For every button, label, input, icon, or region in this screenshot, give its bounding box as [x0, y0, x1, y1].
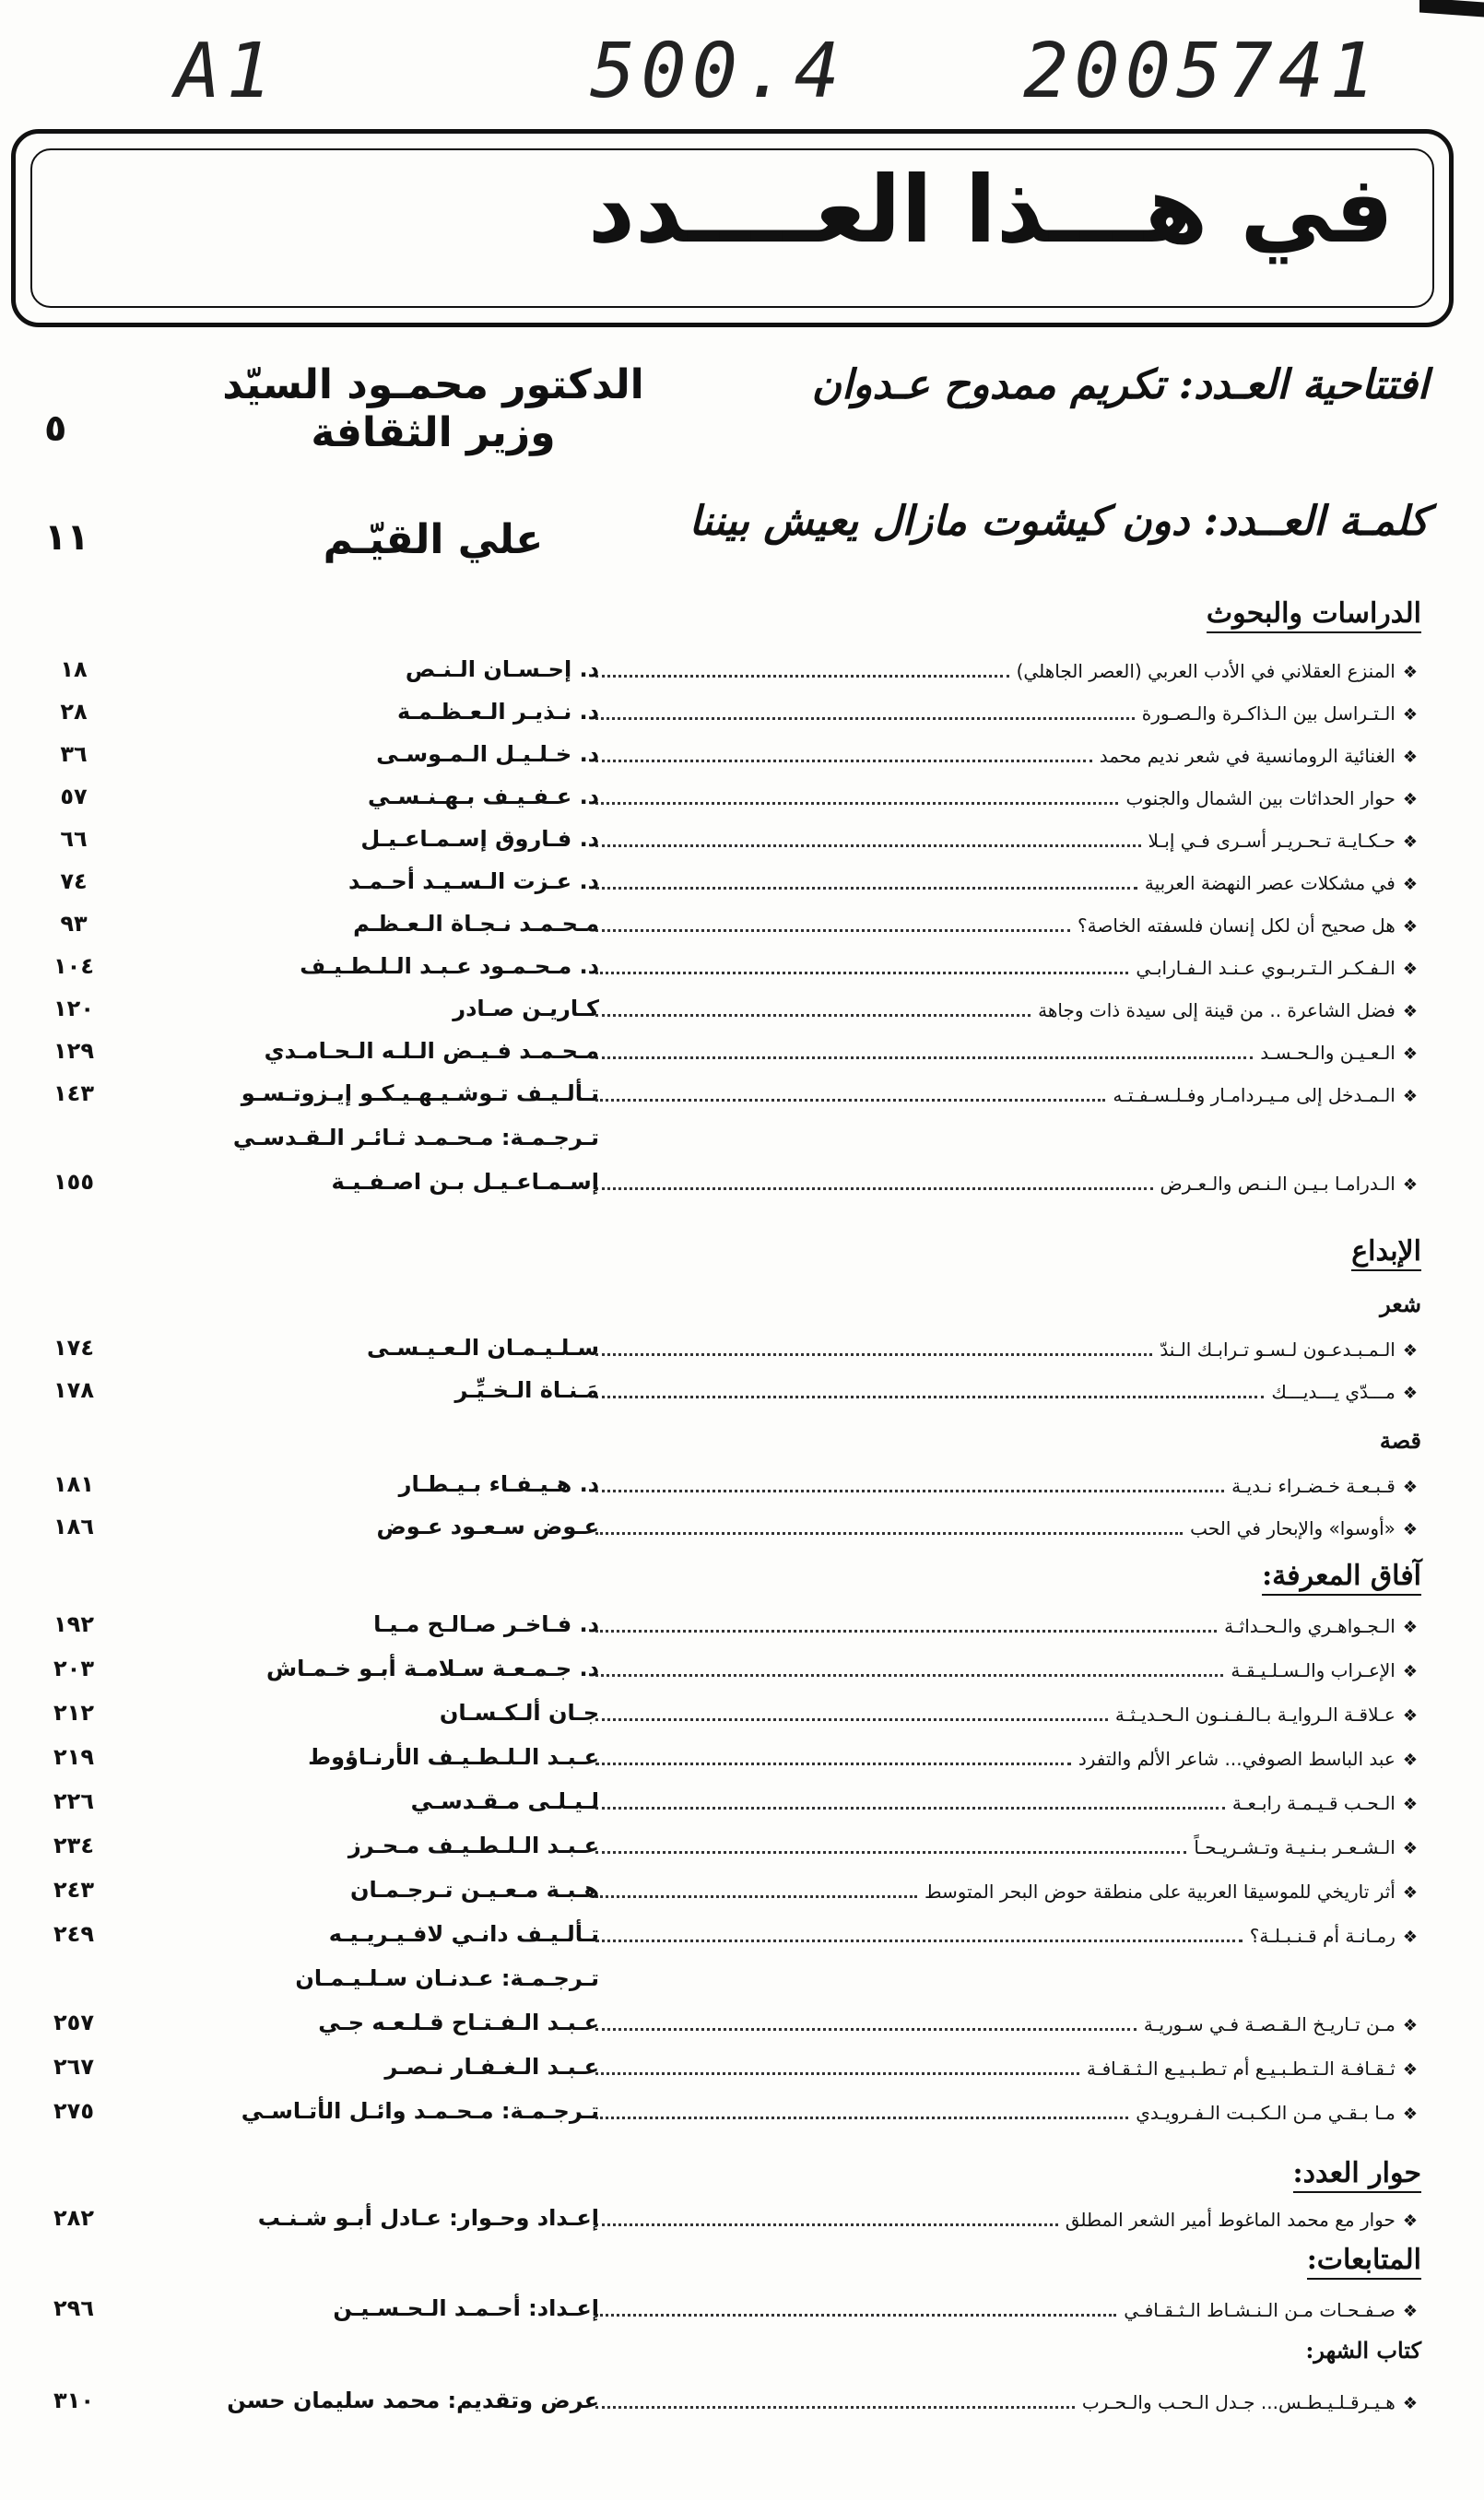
- toc-row: [0, 1374, 1484, 1416]
- section-heading-story: قصة: [1379, 1427, 1421, 1454]
- leader-dots: [595, 874, 1137, 890]
- leader-dots: [595, 662, 1009, 678]
- toc-author-translator: تـرجـمـة: عـدنـان سـلـيـمـان: [295, 1965, 599, 1991]
- toc-title: هل صحيح أن لكل إنسان فلسفته الخاصة؟: [1078, 914, 1396, 937]
- leader-dots: [595, 1086, 1105, 1102]
- toc-title-line: [588, 1475, 1418, 1497]
- toc-title-line: [588, 1338, 1418, 1361]
- toc-page: ٢٨: [60, 699, 88, 725]
- toc-page: ٩٣: [60, 911, 88, 937]
- diamond-bullet-icon: ❖: [1402, 1384, 1418, 1403]
- diamond-bullet-icon: ❖: [1402, 1044, 1418, 1064]
- toc-row: [0, 780, 1484, 822]
- toc-row: [0, 1468, 1484, 1510]
- toc-title-line: [588, 1792, 1418, 1814]
- toc-title-line: [588, 660, 1418, 682]
- handwritten-middle: 500.4: [590, 28, 845, 115]
- leader-dots: [595, 2015, 1137, 2031]
- toc-author: هـبـة مـعـيـن تـرجـمـان: [350, 1877, 599, 1903]
- toc-author: د. فـاخـر صـالـح مـيـا: [373, 1611, 599, 1637]
- leader-dots: [595, 1174, 1153, 1190]
- toc-author: عـبـد الـلـطـيـف الأرنـاؤوط: [308, 1744, 599, 1770]
- toc-author: د. نـذيـر الـعـظـمـة: [397, 699, 599, 725]
- handwritten-left: A1: [175, 28, 277, 115]
- diamond-bullet-icon: ❖: [1402, 2105, 1418, 2124]
- diamond-bullet-icon: ❖: [1402, 1706, 1418, 1726]
- toc-author: د. عـفـيـف بـهـنـسـي: [368, 784, 599, 809]
- toc-author: جـان ألـكـسـان: [439, 1700, 599, 1726]
- toc-page: ٢٣٤: [53, 1833, 94, 1858]
- handwritten-right: 2005741: [1023, 28, 1381, 115]
- toc-title: عـلاقـة الـروايـة بـالـفـنـون الـحـديـثـة: [1114, 1704, 1396, 1726]
- toc-page: ١٥٥: [53, 1169, 94, 1195]
- leader-dots: [595, 916, 1070, 932]
- handwritten-note: [0, 18, 1484, 120]
- toc-title-line: [588, 2102, 1418, 2124]
- leader-dots: [595, 1477, 1224, 1492]
- toc-title-line: [588, 1084, 1418, 1106]
- leader-dots: [595, 1001, 1031, 1017]
- toc-author: مـحـمـد فـيـض الـلـه الـحـامـدي: [264, 1038, 599, 1064]
- toc-title: الـفـكـر الـتـربـوي عـنـد الـفـارابـي: [1136, 957, 1396, 979]
- feature-author-line: الدكتور محمـود السيّد: [222, 361, 644, 408]
- toc-row: [0, 2006, 1484, 2048]
- toc-row: [0, 1740, 1484, 1783]
- toc-author: عرض وتقديم: محمد سليمان حسن: [227, 2388, 599, 2413]
- toc-title-line: [588, 2013, 1418, 2035]
- toc-row: [0, 695, 1484, 737]
- toc-page: ٢٤٣: [53, 1877, 94, 1903]
- toc-page: ٣٦: [60, 741, 88, 767]
- toc-title: المنزع العقلاني في الأدب العربي (العصر الجاهلي): [1016, 660, 1396, 682]
- toc-author: عـوض سـعـود عـوض: [376, 1514, 599, 1539]
- toc-title-line: [588, 1748, 1418, 1770]
- toc-row: [0, 2384, 1484, 2426]
- toc-page: ٣١٠: [53, 2388, 94, 2413]
- leader-dots: [595, 1661, 1223, 1677]
- toc-row: [0, 2292, 1484, 2334]
- leader-dots: [595, 2211, 1058, 2226]
- toc-page: ٦٦: [60, 826, 88, 852]
- leader-dots: [595, 831, 1141, 847]
- toc-row: [0, 2201, 1484, 2244]
- toc-title-line: [588, 745, 1418, 767]
- toc-page: ٢٠٣: [53, 1656, 94, 1681]
- toc-title: الغنائية الرومانسية في شعر نديم محمد: [1099, 745, 1396, 767]
- toc-author: د. إحـسـان الـنـص: [405, 656, 599, 682]
- toc-author: تـرجـمـة: مـحـمـد وائـل الأتـاسـي: [241, 2098, 599, 2124]
- toc-title: الـعـيـن والـحـسـد: [1260, 1042, 1396, 1064]
- diamond-bullet-icon: ❖: [1402, 1341, 1418, 1361]
- diamond-bullet-icon: ❖: [1402, 2060, 1418, 2080]
- leader-dots: [595, 1617, 1217, 1633]
- toc-title-line: [588, 1836, 1418, 1858]
- toc-title: حوار الحداثات بين الشمال والجنوب: [1125, 787, 1396, 809]
- toc-row: [0, 949, 1484, 992]
- toc-page: ١٧٨: [53, 1377, 94, 1403]
- toc-title: قـبـعـة خـضـراء نـديـة: [1231, 1475, 1396, 1497]
- diamond-bullet-icon: ❖: [1402, 2302, 1418, 2321]
- diamond-bullet-icon: ❖: [1402, 2394, 1418, 2413]
- toc-title: الإعـراب والـسـلـيـقـة: [1231, 1659, 1396, 1681]
- leader-dots: [595, 959, 1128, 974]
- toc-row: [0, 1165, 1484, 1208]
- toc-row: [0, 653, 1484, 695]
- toc-title: مـا بـقـي مـن الـكـبـت الـفـرويـدي: [1136, 2102, 1396, 2124]
- toc-title: هـيـرقـلـيـطـس... جـدل الـحـب والـحـرب: [1081, 2391, 1396, 2413]
- leader-dots: [595, 1927, 1243, 1942]
- toc-title: الـشـعـر بـنـيـة وتـشـريـحـاً: [1194, 1836, 1396, 1858]
- diamond-bullet-icon: ❖: [1402, 960, 1418, 979]
- toc-title: صـفـحـات مـن الـنـشـاط الـثـقـافـي: [1124, 2299, 1396, 2321]
- leader-dots: [595, 2104, 1128, 2119]
- toc-title: الـحـب قـيـمـة رابـعـة: [1231, 1792, 1396, 1814]
- toc-page: ١٢٩: [53, 1038, 94, 1064]
- toc-page: ١٨: [60, 656, 88, 682]
- toc-author-translator: تـرجـمـة: مـحـمـد ثـائـر الـقـدسـي: [232, 1125, 599, 1150]
- toc-page: ٢٨٢: [53, 2205, 94, 2231]
- diamond-bullet-icon: ❖: [1402, 1520, 1418, 1539]
- toc-title-line: [588, 872, 1418, 894]
- toc-title: حوار مع محمد الماغوط أمير الشعر المطلق: [1065, 2209, 1396, 2231]
- feature-author-line: وزير الثقافة: [311, 409, 556, 456]
- toc-title-line: [588, 2391, 1418, 2413]
- diamond-bullet-icon: ❖: [1402, 1087, 1418, 1106]
- leader-dots: [595, 1705, 1108, 1721]
- toc-page: ١٨٦: [53, 1514, 94, 1539]
- diamond-bullet-icon: ❖: [1402, 1662, 1418, 1681]
- toc-page: ١٢٠: [53, 996, 94, 1021]
- diamond-bullet-icon: ❖: [1402, 1618, 1418, 1637]
- section-heading-followups: المتابعات:: [1307, 2244, 1421, 2280]
- toc-title-line: [588, 957, 1418, 979]
- leader-dots: [595, 2059, 1079, 2075]
- diamond-bullet-icon: ❖: [1402, 2016, 1418, 2035]
- toc-title-line: [588, 1925, 1418, 1947]
- toc-title: مـــدّي يـــديـــك: [1271, 1381, 1396, 1403]
- toc-page: ٢٧٥: [53, 2098, 94, 2124]
- diamond-bullet-icon: ❖: [1402, 790, 1418, 809]
- leader-dots: [595, 1838, 1186, 1854]
- toc-row: [0, 1077, 1484, 1150]
- toc-row: [0, 1696, 1484, 1739]
- leader-dots: [595, 1044, 1253, 1059]
- toc-title: عبد الباسط الصوفي... شاعر الألم والتفرد: [1078, 1748, 1396, 1770]
- leader-dots: [595, 1340, 1152, 1356]
- leader-dots: [595, 1519, 1183, 1535]
- toc-row: [0, 1331, 1484, 1374]
- feature-title: افتتاحية العـدد: تكريم ممدوح عـدوان: [811, 361, 1429, 408]
- toc-row: [0, 1510, 1484, 1552]
- feature-page: ٥: [44, 407, 67, 450]
- leader-dots: [595, 1750, 1071, 1765]
- toc-author: لـيـلـى مـقـدسـي: [410, 1788, 599, 1814]
- toc-title-line: [588, 2058, 1418, 2080]
- toc-author: إعـداد: أحـمـد الـحـسـيـن: [333, 2295, 599, 2321]
- toc-author: إعـداد وحـوار: عـادل أبـو شـنـب: [257, 2205, 599, 2231]
- diamond-bullet-icon: ❖: [1402, 1883, 1418, 1903]
- toc-author: تـألـيـف تـوشـيـهـيـكـو إيـزوتـسـو: [241, 1080, 599, 1106]
- toc-title: رمـانـة أم قـنـبـلـة؟: [1249, 1925, 1396, 1947]
- toc-title-line: [588, 1173, 1418, 1195]
- toc-page: ٢٦٧: [53, 2054, 94, 2080]
- toc-row: [0, 1829, 1484, 1871]
- toc-author: مَـنـاة الـخـيِّـر: [454, 1377, 599, 1403]
- toc-page: ٢٩٦: [53, 2295, 94, 2321]
- toc-author: د. خـلـيـل الـمـوسـى: [376, 741, 599, 767]
- toc-title: فضل الشاعرة .. من قينة إلى سيدة ذات وجاهة: [1038, 999, 1396, 1021]
- toc-author: مـحـمـد نـجـاة الـعـظـم: [353, 911, 599, 937]
- diamond-bullet-icon: ❖: [1402, 748, 1418, 767]
- toc-author: سـلـيـمـان الـعـيـسـى: [366, 1335, 599, 1361]
- diamond-bullet-icon: ❖: [1402, 917, 1418, 937]
- toc-title-line: [588, 2299, 1418, 2321]
- diamond-bullet-icon: ❖: [1402, 832, 1418, 852]
- toc-row: [0, 907, 1484, 949]
- section-heading-knowledge: آفاق المعرفة:: [1262, 1560, 1421, 1596]
- toc-author: عـبـد الـفـتـاح قـلـعـه جـي: [318, 2010, 599, 2035]
- toc-page: ٧٤: [60, 868, 88, 894]
- section-heading-creativity: الإبداع: [1351, 1235, 1421, 1271]
- toc-title-line: [588, 1517, 1418, 1539]
- toc-title-line: [588, 914, 1418, 937]
- section-heading-poetry: شعر: [1380, 1291, 1421, 1317]
- toc-author: د. مـحـمـود عـبـد الـلـطـيـف: [300, 953, 599, 979]
- toc-title: في مشكلات عصر النهضة العربية: [1144, 872, 1396, 894]
- toc-title: الـتـراسل بين الـذاكـرة والـصـورة: [1141, 702, 1396, 725]
- toc-title: أثر تاريخي للموسيقا العربية على منطقة حوض البحر المتوسط: [925, 1881, 1396, 1903]
- leader-dots: [595, 2301, 1116, 2317]
- toc-row: [0, 2050, 1484, 2093]
- leader-dots: [595, 1383, 1264, 1398]
- diamond-bullet-icon: ❖: [1402, 1839, 1418, 1858]
- diamond-bullet-icon: ❖: [1402, 2211, 1418, 2231]
- toc-author: كـاريـن صـادر: [453, 996, 599, 1021]
- toc-author: عـبـد الـلـطـيـف مـحـرز: [347, 1833, 599, 1858]
- leader-dots: [595, 1882, 917, 1898]
- diamond-bullet-icon: ❖: [1402, 1175, 1418, 1195]
- toc-row: [0, 2094, 1484, 2137]
- toc-row: [0, 992, 1484, 1034]
- toc-author: د. جـمـعـة سـلامـة أبـو خـمـاش: [265, 1656, 599, 1681]
- toc-page: ١٠٤: [53, 953, 94, 979]
- toc-row: [0, 1785, 1484, 1827]
- leader-dots: [595, 789, 1118, 805]
- leader-dots: [595, 704, 1135, 720]
- toc-row: [0, 737, 1484, 780]
- diamond-bullet-icon: ❖: [1402, 1478, 1418, 1497]
- diamond-bullet-icon: ❖: [1402, 663, 1418, 682]
- toc-page: ٢٥٧: [53, 2010, 94, 2035]
- section-heading-book: كتاب الشهر:: [1305, 2337, 1421, 2364]
- feature-entry: [0, 361, 1484, 463]
- section-heading-dialogue: حوار العدد:: [1293, 2157, 1421, 2193]
- toc-page: ١٨١: [53, 1471, 94, 1497]
- toc-title: مـن تـاريـخ الـقـصـة فـي سـوريـة: [1143, 2013, 1396, 2035]
- toc-row: [0, 1873, 1484, 1916]
- toc-author: إسـمـاعـيـل بـن اصـفـيـة: [331, 1169, 599, 1195]
- toc-title: الـمـبـدعـون لـسـو تـرابـك الـندّ: [1160, 1338, 1396, 1361]
- title-frame: [11, 129, 1454, 327]
- toc-row: [0, 1034, 1484, 1077]
- toc-title: ثـقـافـة الـتـطـبـيـع أم تـطـبـيـع الـثـقـافـة: [1087, 2058, 1396, 2080]
- toc-row: [0, 822, 1484, 865]
- toc-row: [0, 1652, 1484, 1694]
- toc-title-line: [588, 1042, 1418, 1064]
- toc-title: «أوسوا» والإبحار في الحب: [1190, 1517, 1396, 1539]
- toc-page: ٢١٩: [53, 1744, 94, 1770]
- toc-title: الـجـواهـري والـحـداثـة: [1224, 1615, 1396, 1637]
- toc-page: ١٩٢: [53, 1611, 94, 1637]
- diamond-bullet-icon: ❖: [1402, 875, 1418, 894]
- toc-title-line: [588, 830, 1418, 852]
- toc-row: [0, 1608, 1484, 1650]
- toc-page: ١٧٤: [53, 1335, 94, 1361]
- leader-dots: [595, 747, 1092, 762]
- toc-title-line: [588, 999, 1418, 1021]
- diamond-bullet-icon: ❖: [1402, 1795, 1418, 1814]
- toc-row: [0, 1917, 1484, 1991]
- feature-author-line: علي القيّـم: [323, 516, 544, 563]
- feature-page: ١١: [44, 516, 89, 559]
- leader-dots: [595, 2393, 1075, 2409]
- toc-author: عـبـد الـغـفـار نـصـر: [384, 2054, 599, 2080]
- diamond-bullet-icon: ❖: [1402, 1751, 1418, 1770]
- diamond-bullet-icon: ❖: [1402, 705, 1418, 725]
- feature-title: كلمـة العــدد: دون كيشوت مازال يعيش بيننا: [689, 498, 1429, 545]
- diamond-bullet-icon: ❖: [1402, 1928, 1418, 1947]
- page-title: في هـــذا العــــدد: [587, 156, 1394, 264]
- toc-title-line: [588, 2209, 1418, 2231]
- toc-title-line: [588, 787, 1418, 809]
- toc-title-line: [588, 1381, 1418, 1403]
- toc-page: ٥٧: [60, 784, 88, 809]
- toc-author: د. فـاروق إسـمـاعـيـل: [360, 826, 599, 852]
- toc-title-line: [588, 1704, 1418, 1726]
- toc-title: حـكـايـة تـحـريـر أسـرى فـي إبـلا: [1148, 830, 1396, 852]
- toc-author: د. هـيـفـاء بـيـطـار: [398, 1471, 599, 1497]
- toc-title-line: [588, 1659, 1418, 1681]
- toc-author: تـألـيـف دانـي لافـيـريـيـه: [328, 1921, 599, 1947]
- toc-title-line: [588, 1615, 1418, 1637]
- toc-title-line: [588, 702, 1418, 725]
- toc-page: ١٤٣: [53, 1080, 94, 1106]
- toc-title: الـمـدخل إلى مـيـردامـار وفـلـسـفـتـه: [1113, 1084, 1396, 1106]
- feature-entry: [0, 498, 1484, 599]
- scan-mark: [1419, 0, 1484, 17]
- diamond-bullet-icon: ❖: [1402, 1002, 1418, 1021]
- toc-author: د. عـزت الـسـيـد أحـمـد: [348, 868, 599, 894]
- feature-author: [203, 516, 664, 564]
- leader-dots: [595, 1794, 1225, 1810]
- toc-title-line: [588, 1881, 1418, 1903]
- toc-title: الـدرامـا بـيـن الـنـص والـعـرض: [1160, 1173, 1396, 1195]
- toc-page: ٢١٢: [53, 1700, 94, 1726]
- toc-page: ٢٤٩: [53, 1921, 94, 1947]
- toc-page: ٢٢٦: [53, 1788, 94, 1814]
- toc-row: [0, 865, 1484, 907]
- section-heading-studies: الدراسات والبحوث: [1207, 597, 1421, 633]
- feature-author: [203, 361, 664, 457]
